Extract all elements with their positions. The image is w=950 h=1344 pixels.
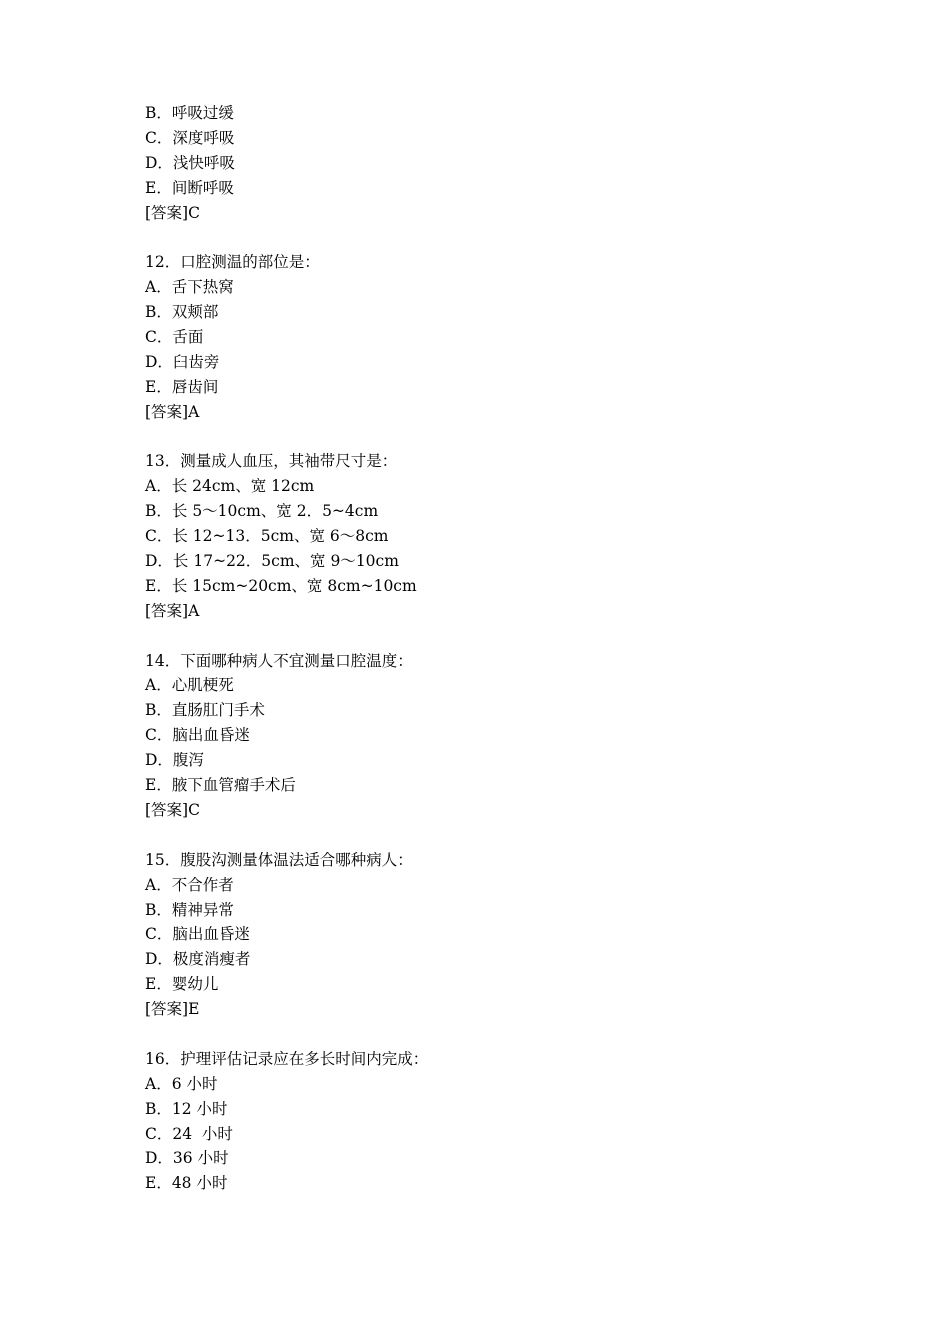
question-block-14 [145, 649, 805, 823]
question-block-11-tail [145, 101, 805, 225]
option-d: D．36 小时 [145, 1149, 229, 1168]
option-a: A．不合作者 [145, 875, 234, 894]
answer-line: [答案]C [145, 203, 200, 222]
option-e: E．间断呼吸 [145, 178, 234, 197]
spacer [145, 225, 805, 250]
spacer [145, 425, 805, 450]
question-block-15 [145, 848, 805, 1022]
spacer [145, 1022, 805, 1047]
question-block-13 [145, 449, 805, 623]
question-title: 16．护理评估记录应在多长时间内完成： [145, 1049, 429, 1068]
option-a: A．6 小时 [145, 1074, 218, 1093]
option-b: B．精神异常 [145, 900, 234, 919]
option-a: A．舌下热窝 [145, 278, 234, 297]
spacer [145, 624, 805, 649]
option-c: C．深度呼吸 [145, 128, 235, 147]
question-title: 15．腹股沟测量体温法适合哪种病人： [145, 850, 413, 869]
option-b: B．直肠肛门手术 [145, 701, 265, 720]
option-d: D．极度消瘦者 [145, 950, 251, 969]
option-b: B．呼吸过缓 [145, 104, 234, 122]
option-c: C．脑出血昏迷 [145, 726, 250, 745]
question-title: 14．下面哪种病人不宜测量口腔温度： [145, 651, 413, 670]
question-title: 12．口腔测温的部位是： [145, 253, 320, 272]
option-b: B．12 小时 [145, 1099, 228, 1118]
option-e: E．唇齿间 [145, 377, 219, 396]
spacer [145, 823, 805, 848]
option-d: D．臼齿旁 [145, 352, 220, 371]
option-c: C．长 12~13．5cm、宽 6～8cm [145, 527, 389, 546]
option-e: E．婴幼儿 [145, 975, 219, 994]
option-e: E．长 15cm~20cm、宽 8cm~10cm [145, 576, 417, 595]
document-page [145, 101, 805, 1196]
option-a: A．心肌梗死 [145, 676, 234, 695]
option-c: C．24 小时 [145, 1124, 233, 1143]
option-b: B．双颊部 [145, 303, 219, 322]
option-e: E．48 小时 [145, 1174, 228, 1193]
option-d: D．浅快呼吸 [145, 153, 235, 172]
option-c: C．脑出血昏迷 [145, 925, 250, 944]
answer-line: [答案]E [145, 1000, 200, 1019]
option-d: D．腹泻 [145, 751, 204, 770]
question-block-12 [145, 250, 805, 424]
answer-line: [答案]A [145, 601, 200, 620]
answer-line: [答案]A [145, 402, 200, 421]
option-e: E．腋下血管瘤手术后 [145, 776, 296, 795]
question-title: 13．测量成人血压，其袖带尺寸是： [145, 452, 398, 471]
answer-line: [答案]C [145, 800, 200, 819]
question-block-16 [145, 1047, 805, 1196]
option-c: C．舌面 [145, 328, 204, 347]
option-d: D．长 17~22．5cm、宽 9～10cm [145, 552, 399, 571]
option-a: A．长 24cm、宽 12cm [145, 477, 315, 496]
option-b: B．长 5～10cm、宽 2．5~4cm [145, 502, 379, 521]
